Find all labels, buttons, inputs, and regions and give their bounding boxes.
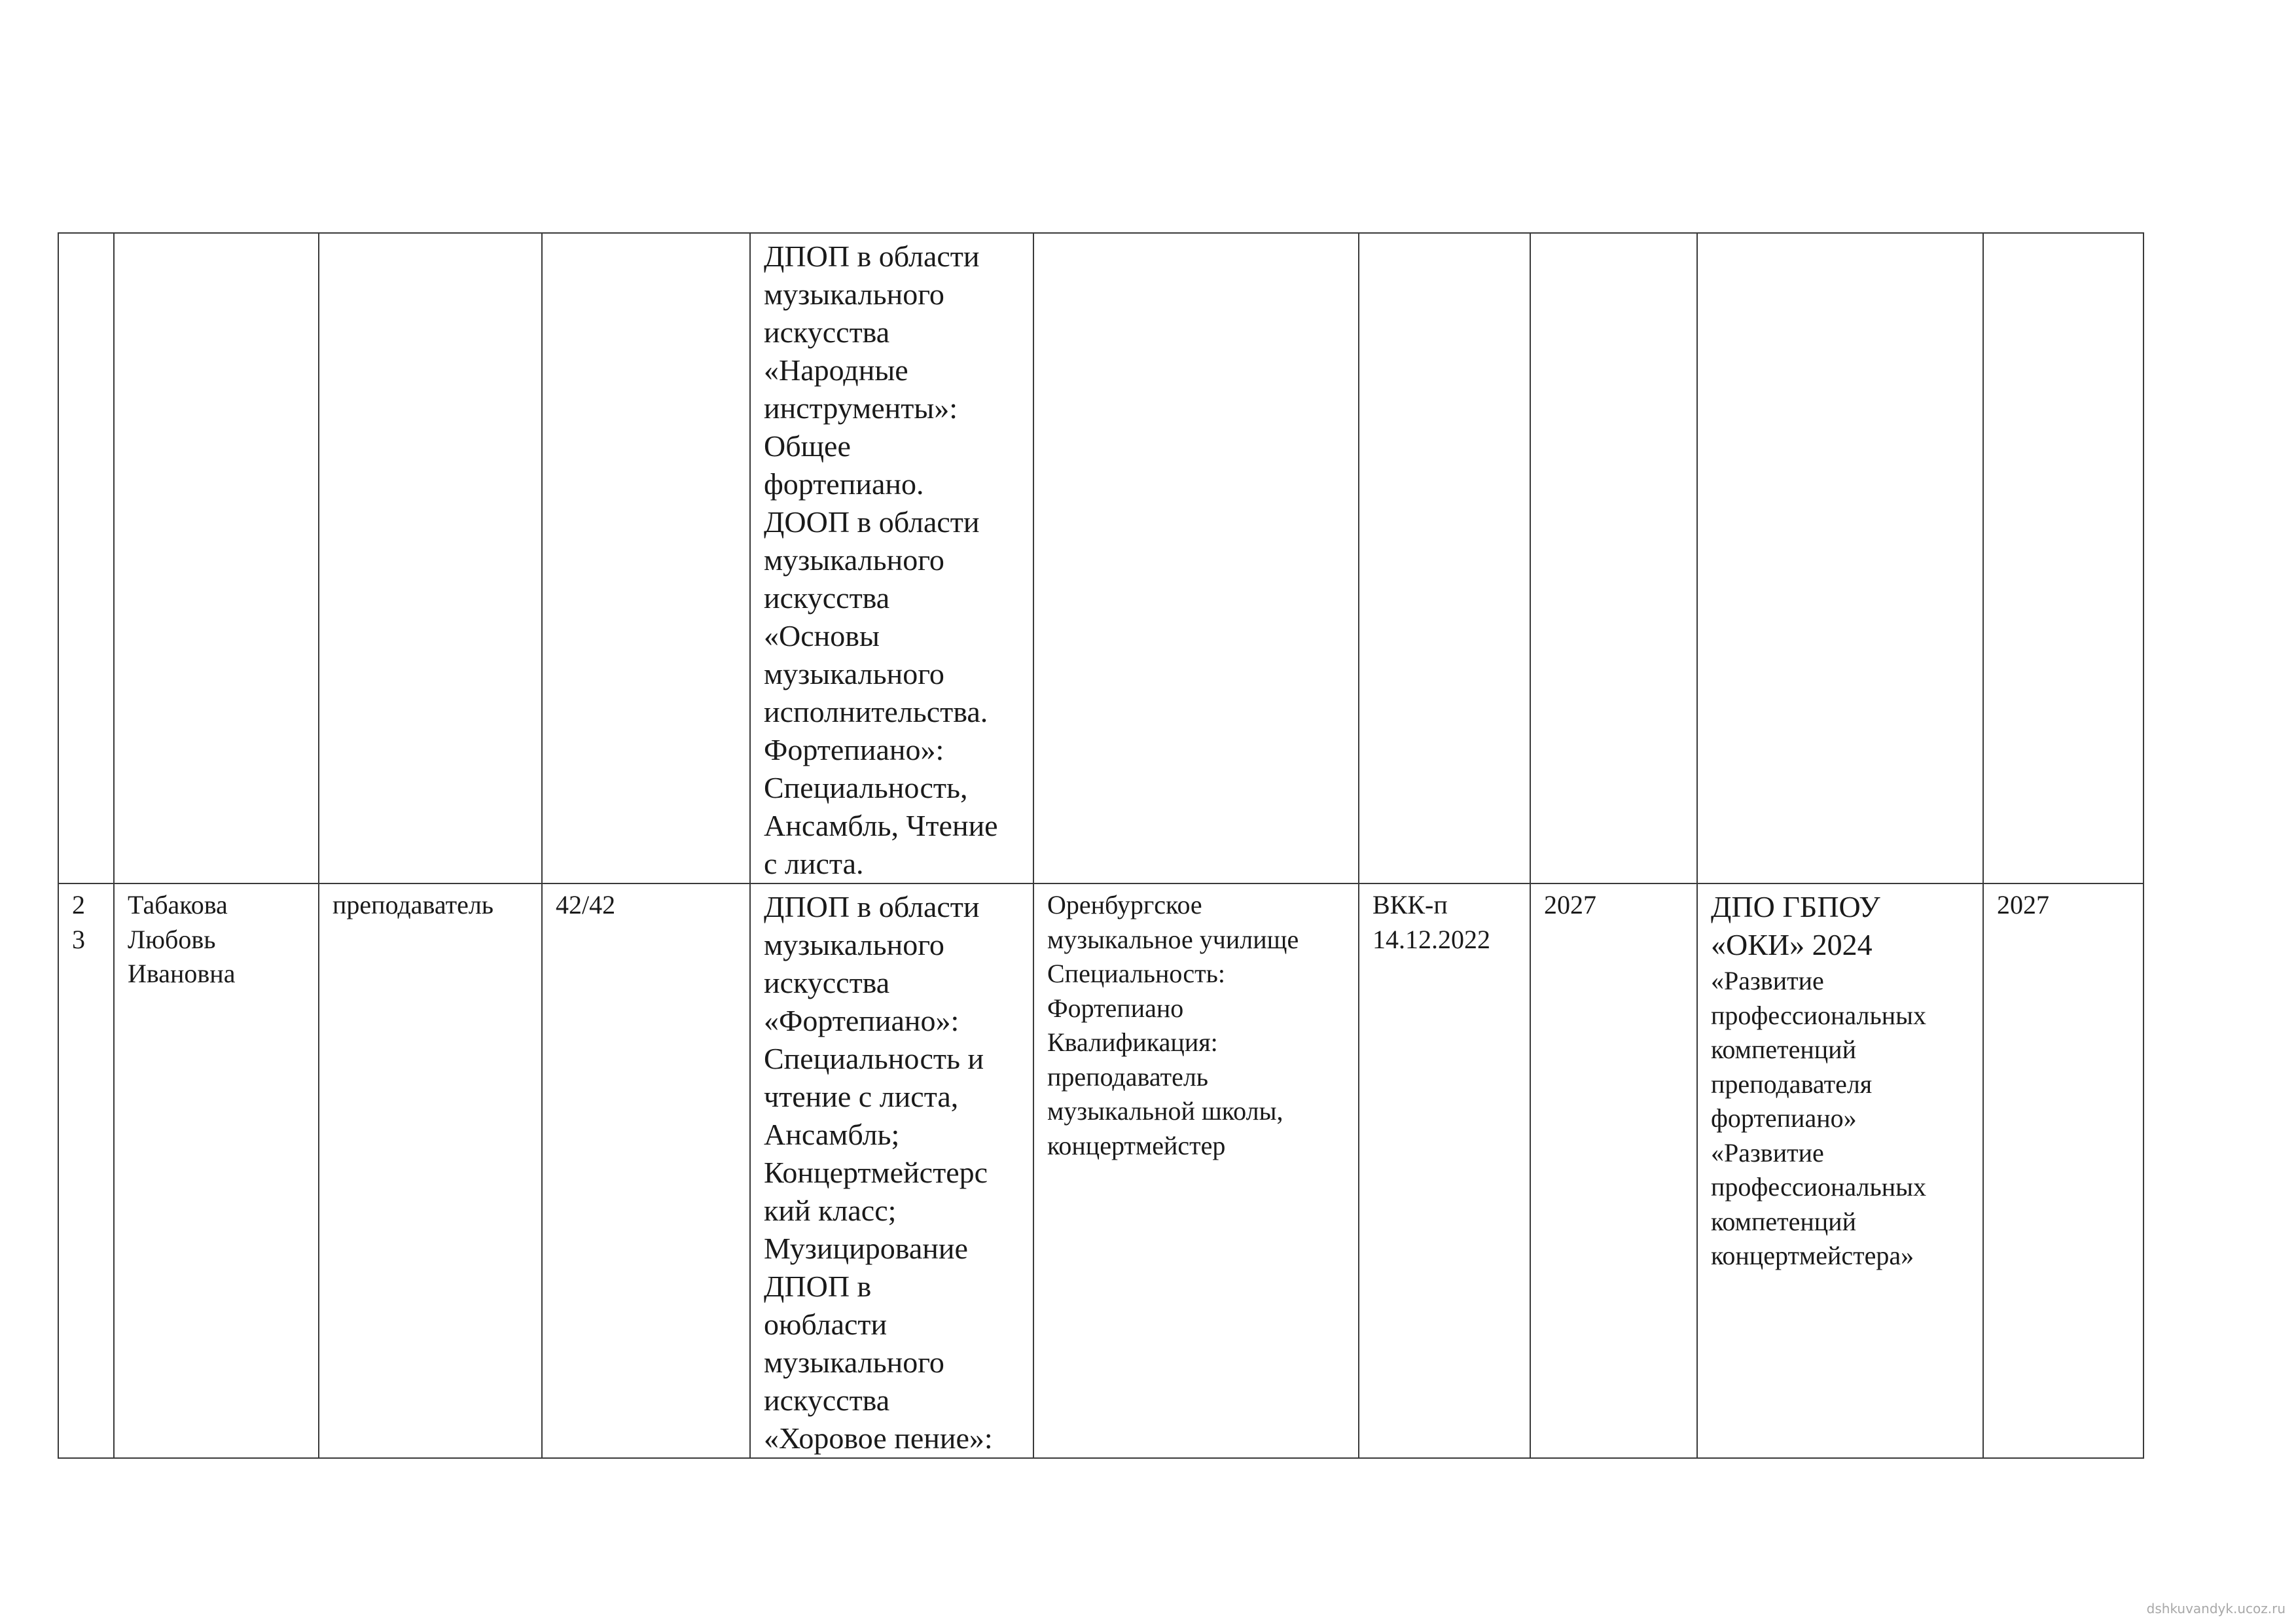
number-line: 2 <box>72 890 85 919</box>
program-line: Специальность, <box>764 771 968 804</box>
program-line: музыкального <box>764 928 944 961</box>
cell-program <box>750 883 1033 1458</box>
cell-number <box>58 883 114 1458</box>
program-line: искусства <box>764 315 890 349</box>
program-line: искусства <box>764 581 890 615</box>
name-line: Табакова <box>128 890 228 919</box>
category-line: 14.12.2022 <box>1372 924 1490 954</box>
program-line: Ансамбль, Чтение <box>764 809 998 842</box>
program-line: музыкального <box>764 543 944 577</box>
cell-category <box>1359 883 1530 1458</box>
name-line: Любовь <box>128 924 216 954</box>
staff-table <box>58 232 2144 1459</box>
program-line: фортепиано. <box>764 467 924 501</box>
experience-text: 42/42 <box>556 890 616 919</box>
education-line: концертмейстер <box>1047 1130 1226 1160</box>
education-line: преподаватель <box>1047 1061 1209 1092</box>
category-year-text: 2027 <box>1544 890 1596 919</box>
program-line: Общее <box>764 429 851 463</box>
program-line: оюбласти <box>764 1308 888 1341</box>
cell-training-year <box>1983 233 2144 883</box>
cell-training <box>1697 233 1983 883</box>
education-line: музыкальное училище <box>1047 924 1299 954</box>
cell-position <box>319 233 542 883</box>
education-line: Оренбургское <box>1047 890 1202 919</box>
training-line: концертмейстера» <box>1711 1241 1914 1270</box>
program-line: музыкального <box>764 1346 944 1379</box>
training-year-text: 2027 <box>1997 890 2049 919</box>
cell-category <box>1359 233 1530 883</box>
program-line: искусства <box>764 966 890 999</box>
program-line: ДООП в области <box>764 505 980 539</box>
training-line: компетенций <box>1711 1206 1856 1236</box>
watermark-text: dshkuvandyk.ucoz.ru <box>2146 1601 2286 1616</box>
program-line: Музицирование <box>764 1232 968 1265</box>
cell-training <box>1697 883 1983 1458</box>
program-line: ДПОП в области <box>764 890 980 923</box>
category-line: ВКК-п <box>1372 890 1448 919</box>
program-line: чтение с листа, <box>764 1080 959 1113</box>
program-line: музыкального <box>764 277 944 311</box>
program-line: инструменты»: <box>764 391 958 425</box>
cell-education <box>1033 233 1359 883</box>
education-line: Фортепиано <box>1047 993 1184 1023</box>
position-text: преподаватель <box>332 890 494 919</box>
table-row <box>58 233 2144 883</box>
training-line: «Развитие <box>1711 966 1824 995</box>
program-line: искусства <box>764 1383 890 1417</box>
training-line: профессиональных <box>1711 1172 1926 1202</box>
program-line: «Народные <box>764 353 908 387</box>
program-line: ДПОП в области <box>764 240 980 273</box>
number-line: 3 <box>72 924 85 954</box>
training-title-line: «ОКИ» 2024 <box>1711 928 1873 961</box>
education-line: музыкальной школы, <box>1047 1096 1283 1126</box>
program-line: «Хоровое пение»: <box>764 1421 993 1455</box>
cell-category-year <box>1530 233 1697 883</box>
program-line: музыкального <box>764 657 944 690</box>
training-line: профессиональных <box>1711 1000 1926 1030</box>
cell-category-year <box>1530 883 1697 1458</box>
cell-training-year <box>1983 883 2144 1458</box>
training-line: «Развитие <box>1711 1137 1824 1168</box>
cell-name <box>114 233 319 883</box>
education-line: Специальность: <box>1047 959 1225 988</box>
cell-program <box>750 233 1033 883</box>
training-title-line: ДПО ГБПОУ <box>1711 890 1880 923</box>
cell-number <box>58 233 114 883</box>
training-line: фортепиано» <box>1711 1103 1857 1133</box>
cell-position <box>319 883 542 1458</box>
training-line: преподавателя <box>1711 1069 1873 1099</box>
training-line: компетенций <box>1711 1035 1856 1064</box>
program-line: Фортепиано»: <box>764 733 944 766</box>
program-line: Специальность и <box>764 1042 984 1075</box>
name-line: Ивановна <box>128 959 236 988</box>
program-line: ДПОП в <box>764 1270 872 1303</box>
cell-name <box>114 883 319 1458</box>
program-line: с листа. <box>764 847 864 880</box>
program-line: «Основы <box>764 619 880 652</box>
program-line: кий класс; <box>764 1194 897 1227</box>
cell-education <box>1033 883 1359 1458</box>
cell-experience <box>542 233 750 883</box>
education-line: Квалификация: <box>1047 1027 1218 1057</box>
cell-experience <box>542 883 750 1458</box>
program-line: «Фортепиано»: <box>764 1004 960 1037</box>
program-line: исполнительства. <box>764 695 988 728</box>
program-line: Концертмейстерс <box>764 1156 988 1189</box>
table-row <box>58 883 2144 1458</box>
program-line: Ансамбль; <box>764 1118 900 1151</box>
